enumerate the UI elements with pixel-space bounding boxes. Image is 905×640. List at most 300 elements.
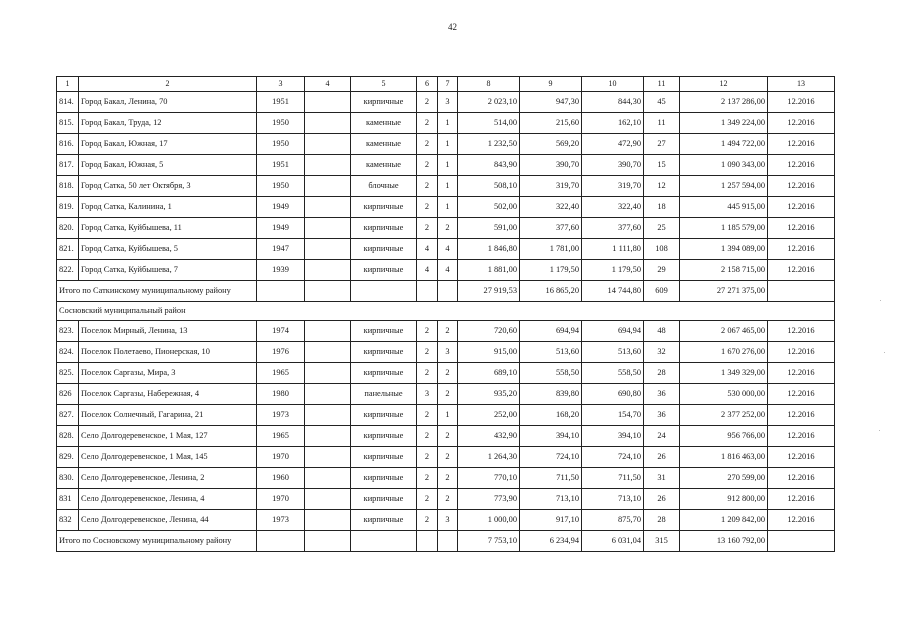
column-number: 7	[438, 77, 458, 92]
table-cell: 1965	[257, 363, 305, 384]
table-cell: Город Бакал, Южная, 17	[79, 134, 257, 155]
scan-speck	[879, 430, 880, 431]
table-cell: 1	[438, 197, 458, 218]
table-row	[57, 489, 835, 510]
table-cell: Город Бакал, Ленина, 70	[79, 92, 257, 113]
table-cell: кирпичные	[351, 426, 417, 447]
table-cell: 819.	[57, 197, 79, 218]
table-cell: Село Долгодеревенское, Ленина, 44	[79, 510, 257, 531]
table-cell: 4	[417, 260, 438, 281]
table-cell: 591,00	[458, 218, 520, 239]
table-cell: Село Долгодеревенское, 1 Мая, 127	[79, 426, 257, 447]
subtotal-cell	[305, 531, 351, 552]
subtotal-cell: 27 919,53	[458, 281, 520, 302]
table-cell: 2	[417, 197, 438, 218]
table-row	[57, 447, 835, 468]
subtotal-cell	[257, 531, 305, 552]
table-cell: 2	[417, 321, 438, 342]
table-cell: 2	[438, 363, 458, 384]
table-cell	[305, 384, 351, 405]
table-cell: кирпичные	[351, 489, 417, 510]
subtotal-row	[57, 281, 835, 302]
table-cell: 26	[644, 447, 680, 468]
table-cell	[305, 239, 351, 260]
table-cell: 2	[438, 447, 458, 468]
table-cell: 2	[417, 342, 438, 363]
table-cell: 1 494 722,00	[680, 134, 768, 155]
table-cell: 3	[417, 384, 438, 405]
table-cell: 558,50	[520, 363, 582, 384]
table-cell: 12.2016	[768, 447, 835, 468]
table-cell: 1 185 579,00	[680, 218, 768, 239]
table-cell: кирпичные	[351, 321, 417, 342]
table-cell: 720,60	[458, 321, 520, 342]
table-cell: 947,30	[520, 92, 582, 113]
table-cell: 2	[417, 218, 438, 239]
table-cell: 1960	[257, 468, 305, 489]
table-row	[57, 260, 835, 281]
table-cell: 816.	[57, 134, 79, 155]
table-row	[57, 363, 835, 384]
table-cell: 472,90	[582, 134, 644, 155]
table-cell: 827.	[57, 405, 79, 426]
table-cell: 12.2016	[768, 363, 835, 384]
table-cell: каменные	[351, 134, 417, 155]
table-cell: 1 111,80	[582, 239, 644, 260]
table-cell	[305, 155, 351, 176]
table-cell: 270 599,00	[680, 468, 768, 489]
table-cell: 12.2016	[768, 197, 835, 218]
table-cell: 1 179,50	[520, 260, 582, 281]
table-cell: 815.	[57, 113, 79, 134]
table-cell: кирпичные	[351, 447, 417, 468]
table-cell: 215,60	[520, 113, 582, 134]
table-cell: 2	[417, 468, 438, 489]
table-cell: 12.2016	[768, 155, 835, 176]
table-cell: 1 881,00	[458, 260, 520, 281]
table-row	[57, 134, 835, 155]
table-cell: 31	[644, 468, 680, 489]
column-number-row	[57, 77, 835, 92]
table-cell: 4	[438, 239, 458, 260]
table-cell: 2 023,10	[458, 92, 520, 113]
table-cell: 508,10	[458, 176, 520, 197]
table-row	[57, 239, 835, 260]
table-cell: 689,10	[458, 363, 520, 384]
table-cell: 824.	[57, 342, 79, 363]
column-number: 5	[351, 77, 417, 92]
table-cell: 12.2016	[768, 384, 835, 405]
table-cell: 1 846,80	[458, 239, 520, 260]
table-cell: 2	[438, 468, 458, 489]
table-cell: 826	[57, 384, 79, 405]
housing-register-table	[56, 76, 835, 552]
table-cell: 1 816 463,00	[680, 447, 768, 468]
table-cell: 12	[644, 176, 680, 197]
table-cell	[305, 342, 351, 363]
column-number: 8	[458, 77, 520, 92]
table-cell: 821.	[57, 239, 79, 260]
table-cell: 1 179,50	[582, 260, 644, 281]
table-cell: кирпичные	[351, 363, 417, 384]
table-cell: 18	[644, 197, 680, 218]
table-cell: 45	[644, 92, 680, 113]
table-cell: 12.2016	[768, 176, 835, 197]
table-cell: 377,60	[520, 218, 582, 239]
table-cell: 1 232,50	[458, 134, 520, 155]
subtotal-cell	[438, 281, 458, 302]
table-cell	[305, 321, 351, 342]
table-cell: Город Сатка, Куйбышева, 11	[79, 218, 257, 239]
table-cell: 2 067 465,00	[680, 321, 768, 342]
subtotal-cell: 7 753,10	[458, 531, 520, 552]
table-cell: 12.2016	[768, 321, 835, 342]
table-cell: 154,70	[582, 405, 644, 426]
table-cell: 252,00	[458, 405, 520, 426]
table-row	[57, 176, 835, 197]
page-number: 42	[448, 22, 457, 32]
table-cell: 1 209 842,00	[680, 510, 768, 531]
subtotal-cell: 16 865,20	[520, 281, 582, 302]
table-cell: Поселок Саргазы, Набережная, 4	[79, 384, 257, 405]
table-cell: 829.	[57, 447, 79, 468]
table-cell: Город Бакал, Южная, 5	[79, 155, 257, 176]
table-cell: 1 264,30	[458, 447, 520, 468]
column-number: 13	[768, 77, 835, 92]
table-cell: Поселок Солнечный, Гагарина, 21	[79, 405, 257, 426]
table-cell: 2	[417, 113, 438, 134]
table-cell: 502,00	[458, 197, 520, 218]
table-cell: кирпичные	[351, 218, 417, 239]
table-cell: 1973	[257, 405, 305, 426]
table-cell: 108	[644, 239, 680, 260]
table-cell: 513,60	[520, 342, 582, 363]
table-cell: 394,10	[582, 426, 644, 447]
subtotal-cell: 6 234,94	[520, 531, 582, 552]
table-cell: 24	[644, 426, 680, 447]
table-cell: кирпичные	[351, 342, 417, 363]
table-cell: 12.2016	[768, 468, 835, 489]
table-cell: 1973	[257, 510, 305, 531]
table-cell: 724,10	[520, 447, 582, 468]
subtotal-cell	[417, 281, 438, 302]
table-cell: 713,10	[520, 489, 582, 510]
table-cell: 1 349 329,00	[680, 363, 768, 384]
table-cell: кирпичные	[351, 468, 417, 489]
table-cell	[305, 92, 351, 113]
subtotal-label: Итого по Саткинскому муниципальному району	[57, 281, 257, 302]
subtotal-cell	[768, 281, 835, 302]
table-row	[57, 405, 835, 426]
table-cell: 1	[438, 176, 458, 197]
table-cell: 2	[438, 489, 458, 510]
table-cell: 875,70	[582, 510, 644, 531]
table-cell: 828.	[57, 426, 79, 447]
table-cell: 12.2016	[768, 113, 835, 134]
table-cell	[305, 510, 351, 531]
table-cell: 818.	[57, 176, 79, 197]
subtotal-cell	[438, 531, 458, 552]
table-cell: 36	[644, 384, 680, 405]
table-cell: 2	[417, 489, 438, 510]
subtotal-cell: 609	[644, 281, 680, 302]
table-cell	[305, 176, 351, 197]
table-cell: 2	[417, 134, 438, 155]
table-cell	[305, 218, 351, 239]
table-cell: 1	[438, 155, 458, 176]
table-cell: 711,50	[520, 468, 582, 489]
table-cell: 1970	[257, 489, 305, 510]
table-cell: каменные	[351, 113, 417, 134]
table-cell: 1 000,00	[458, 510, 520, 531]
table-cell: 1 670 276,00	[680, 342, 768, 363]
table-cell: Село Долгодеревенское, 1 Мая, 145	[79, 447, 257, 468]
table-cell: 12.2016	[768, 405, 835, 426]
table-cell: 12.2016	[768, 510, 835, 531]
subtotal-cell: 315	[644, 531, 680, 552]
table-cell: кирпичные	[351, 239, 417, 260]
table-cell: 27	[644, 134, 680, 155]
table-cell: 956 766,00	[680, 426, 768, 447]
table-cell: 1976	[257, 342, 305, 363]
table-cell: 2	[438, 218, 458, 239]
table-cell: 36	[644, 405, 680, 426]
table-cell: 48	[644, 321, 680, 342]
table-cell: 530 000,00	[680, 384, 768, 405]
table-cell: 569,20	[520, 134, 582, 155]
table-cell: 2	[417, 447, 438, 468]
table-cell: 831	[57, 489, 79, 510]
column-number: 1	[57, 77, 79, 92]
table-cell: 2	[438, 426, 458, 447]
table-cell: 11	[644, 113, 680, 134]
table-cell: Поселок Саргазы, Мира, 3	[79, 363, 257, 384]
table-cell: 514,00	[458, 113, 520, 134]
table-row	[57, 510, 835, 531]
column-number: 3	[257, 77, 305, 92]
table-cell: 1970	[257, 447, 305, 468]
table-cell: 12.2016	[768, 426, 835, 447]
table-row	[57, 113, 835, 134]
table-cell: Село Долгодеревенское, Ленина, 4	[79, 489, 257, 510]
table-cell: 823.	[57, 321, 79, 342]
table-cell: 2 137 286,00	[680, 92, 768, 113]
table-cell: 319,70	[582, 176, 644, 197]
table-cell: 26	[644, 489, 680, 510]
table-cell	[305, 363, 351, 384]
subtotal-cell	[257, 281, 305, 302]
subtotal-cell	[351, 281, 417, 302]
table-cell	[305, 405, 351, 426]
table-row	[57, 342, 835, 363]
table-cell: 1 090 343,00	[680, 155, 768, 176]
table-cell: 12.2016	[768, 134, 835, 155]
table-cell: Город Сатка, Куйбышева, 5	[79, 239, 257, 260]
table-cell: 844,30	[582, 92, 644, 113]
column-number: 6	[417, 77, 438, 92]
table-cell: Город Сатка, 50 лет Октября, 3	[79, 176, 257, 197]
section-header-row	[57, 302, 835, 321]
table-cell: 935,20	[458, 384, 520, 405]
column-number: 10	[582, 77, 644, 92]
table-cell: 2 377 252,00	[680, 405, 768, 426]
section-label: Сосновский муниципальный район	[57, 302, 835, 321]
table-cell: 2	[417, 510, 438, 531]
table-cell: 770,10	[458, 468, 520, 489]
table-row	[57, 92, 835, 113]
table-cell: 1 781,00	[520, 239, 582, 260]
table-cell: 724,10	[582, 447, 644, 468]
table-cell: 1 257 594,00	[680, 176, 768, 197]
table-cell: 322,40	[582, 197, 644, 218]
subtotal-cell: 27 271 375,00	[680, 281, 768, 302]
table-row	[57, 384, 835, 405]
table-cell: 814.	[57, 92, 79, 113]
table-cell: 3	[438, 342, 458, 363]
table-cell: 1980	[257, 384, 305, 405]
table-cell: 12.2016	[768, 489, 835, 510]
table-cell: 843,90	[458, 155, 520, 176]
subtotal-cell	[305, 281, 351, 302]
table-cell: 690,80	[582, 384, 644, 405]
table-cell: 2	[417, 155, 438, 176]
subtotal-cell: 13 160 792,00	[680, 531, 768, 552]
table-cell: 28	[644, 510, 680, 531]
table-cell: Город Сатка, Калинина, 1	[79, 197, 257, 218]
table-cell: 1	[438, 113, 458, 134]
table-cell: кирпичные	[351, 510, 417, 531]
subtotal-cell	[351, 531, 417, 552]
column-number: 2	[79, 77, 257, 92]
table-row	[57, 218, 835, 239]
table-cell: кирпичные	[351, 92, 417, 113]
scan-speck	[880, 300, 881, 301]
table-cell: панельные	[351, 384, 417, 405]
table-cell: 15	[644, 155, 680, 176]
table-cell: 694,94	[582, 321, 644, 342]
table-cell: кирпичные	[351, 260, 417, 281]
table-cell: 2	[417, 405, 438, 426]
table-cell: 1949	[257, 197, 305, 218]
table-cell: 2 158 715,00	[680, 260, 768, 281]
table-cell: 1951	[257, 92, 305, 113]
table-cell: 32	[644, 342, 680, 363]
table-cell: 319,70	[520, 176, 582, 197]
column-number: 4	[305, 77, 351, 92]
table-cell: 558,50	[582, 363, 644, 384]
table-cell: Поселок Полетаево, Пионерская, 10	[79, 342, 257, 363]
table-cell: Город Сатка, Куйбышева, 7	[79, 260, 257, 281]
table-cell: 322,40	[520, 197, 582, 218]
table-cell: 168,20	[520, 405, 582, 426]
table-cell: 513,60	[582, 342, 644, 363]
table-cell: 832	[57, 510, 79, 531]
table-cell: 917,10	[520, 510, 582, 531]
table-cell: 28	[644, 363, 680, 384]
table-cell: 29	[644, 260, 680, 281]
table-cell: 432,90	[458, 426, 520, 447]
table-cell: 3	[438, 92, 458, 113]
subtotal-cell: 6 031,04	[582, 531, 644, 552]
table-cell: 1950	[257, 176, 305, 197]
table-cell: 2	[417, 92, 438, 113]
table-cell: 1950	[257, 113, 305, 134]
table-cell: 394,10	[520, 426, 582, 447]
table-cell: Поселок Мирный, Ленина, 13	[79, 321, 257, 342]
table-cell: 4	[438, 260, 458, 281]
table-cell: 915,00	[458, 342, 520, 363]
column-number: 11	[644, 77, 680, 92]
table-cell: 162,10	[582, 113, 644, 134]
table-cell: 839,80	[520, 384, 582, 405]
table-cell: 1965	[257, 426, 305, 447]
table-cell: 2	[438, 384, 458, 405]
table-cell: 1947	[257, 239, 305, 260]
table-cell: каменные	[351, 155, 417, 176]
table-cell: 1951	[257, 155, 305, 176]
table-cell	[305, 134, 351, 155]
table-cell: 711,50	[582, 468, 644, 489]
table-cell	[305, 489, 351, 510]
subtotal-label: Итого по Сосновскому муниципальному району	[57, 531, 257, 552]
table-cell: 912 800,00	[680, 489, 768, 510]
table-cell: 822.	[57, 260, 79, 281]
table-cell: 4	[417, 239, 438, 260]
table-cell: 390,70	[582, 155, 644, 176]
scan-speck	[884, 352, 885, 353]
table-cell	[305, 426, 351, 447]
table-row	[57, 155, 835, 176]
table-cell: 377,60	[582, 218, 644, 239]
subtotal-row	[57, 531, 835, 552]
subtotal-cell	[417, 531, 438, 552]
table-cell: 1	[438, 405, 458, 426]
table-cell: 1974	[257, 321, 305, 342]
subtotal-cell: 14 744,80	[582, 281, 644, 302]
table-cell: 1	[438, 134, 458, 155]
table-row	[57, 426, 835, 447]
table-cell	[305, 260, 351, 281]
table-cell: 2	[438, 321, 458, 342]
column-number: 12	[680, 77, 768, 92]
table-cell	[305, 447, 351, 468]
table-cell: 12.2016	[768, 342, 835, 363]
table-cell: 694,94	[520, 321, 582, 342]
table-cell: 12.2016	[768, 260, 835, 281]
table-cell: 1949	[257, 218, 305, 239]
table-cell: Село Долгодеревенское, Ленина, 2	[79, 468, 257, 489]
table-cell: кирпичные	[351, 197, 417, 218]
table-cell: кирпичные	[351, 405, 417, 426]
table-cell: 830.	[57, 468, 79, 489]
table-row	[57, 197, 835, 218]
table-cell: 445 915,00	[680, 197, 768, 218]
table-cell: Город Бакал, Труда, 12	[79, 113, 257, 134]
table-cell: 2	[417, 176, 438, 197]
table-cell: 12.2016	[768, 218, 835, 239]
table-cell: блочные	[351, 176, 417, 197]
subtotal-cell	[768, 531, 835, 552]
table-row	[57, 321, 835, 342]
table-row	[57, 468, 835, 489]
table-cell: 2	[417, 363, 438, 384]
table-cell: 390,70	[520, 155, 582, 176]
table-cell: 25	[644, 218, 680, 239]
table-cell	[305, 197, 351, 218]
table-cell: 1 349 224,00	[680, 113, 768, 134]
table-cell: 3	[438, 510, 458, 531]
table-cell: 2	[417, 426, 438, 447]
